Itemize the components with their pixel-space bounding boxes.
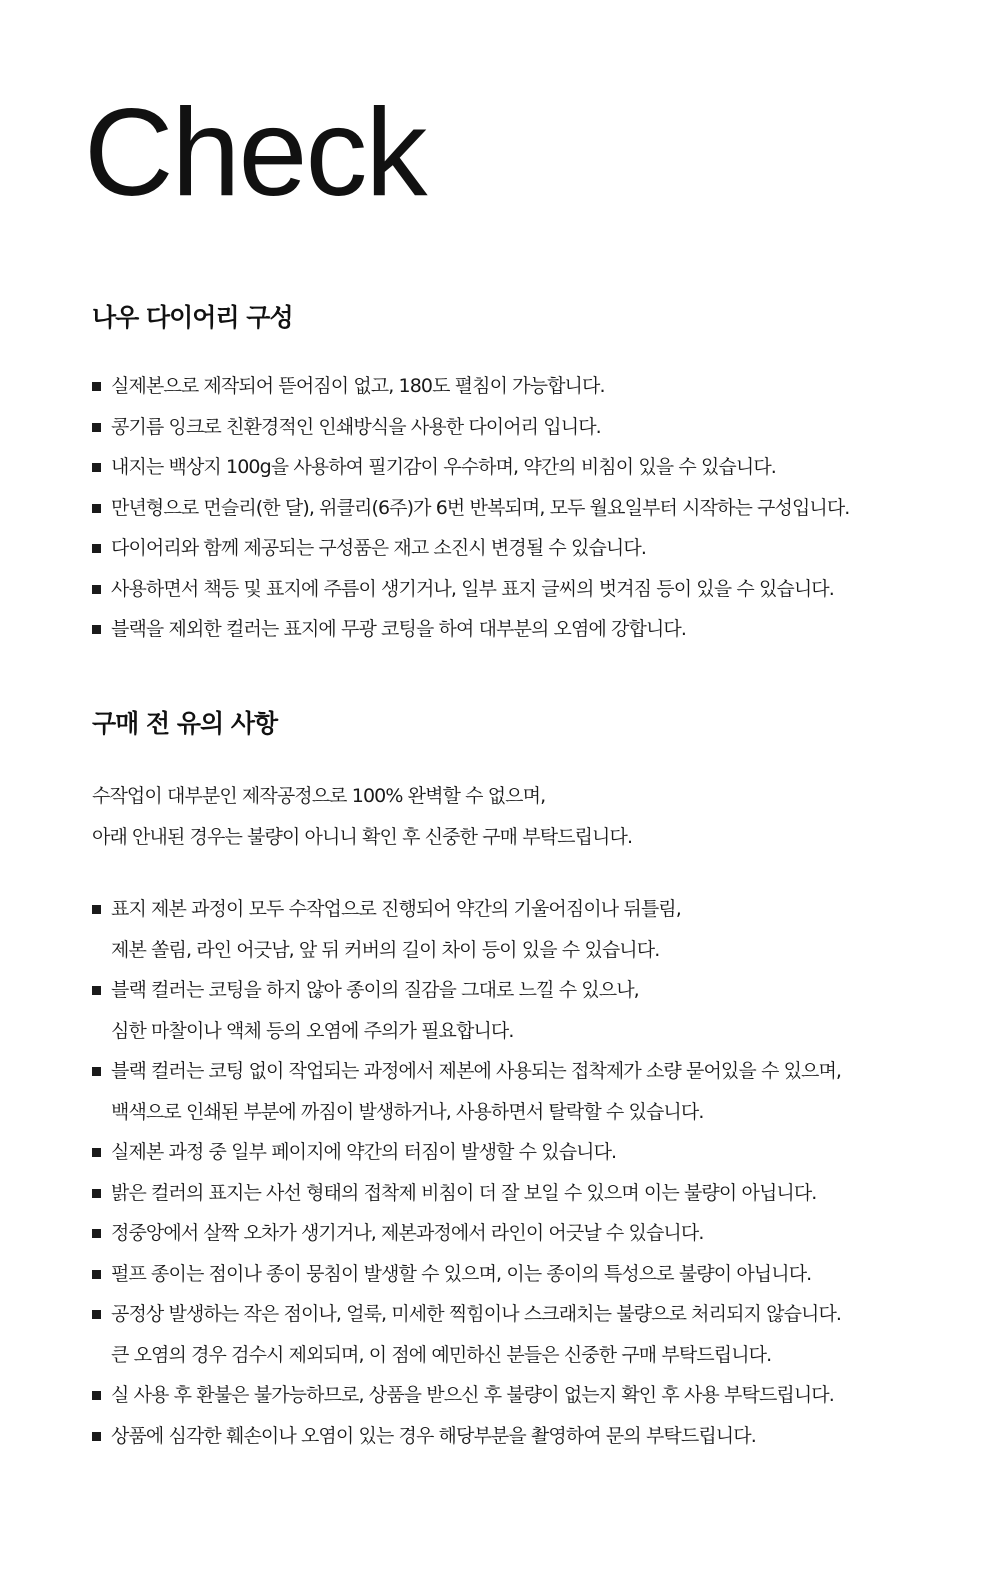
list-item-line: 표지 제본 과정이 모두 수작업으로 진행되어 약간의 기울어짐이나 뒤틀림, [111,898,681,920]
list-item [92,1416,972,1457]
list-item [92,889,972,970]
list-item [92,1213,972,1254]
precautions-intro [92,776,972,857]
list-item: 다이어리와 함께 제공되는 구성품은 재고 소진시 변경될 수 있습니다. [92,528,972,569]
list-item-line: 블랙 컬러는 코팅 없이 작업되는 과정에서 제본에 사용되는 접착제가 소량 묻어있을 수 있으며, [111,1060,842,1082]
list-item-line: 상품에 심각한 훼손이나 오염이 있는 경우 해당부분을 촬영하여 문의 부탁드립니다. [111,1424,756,1447]
list-item-line: 큰 오염의 경우 검수시 제외되며, 이 점에 예민하신 분들은 신중한 구매 부탁드립니다. [111,1343,772,1366]
list-item-line: 정중앙에서 살짝 오차가 생기거나, 제본과정에서 라인이 어긋날 수 있습니다. [111,1222,704,1244]
list-item: 블랙을 제외한 컬러는 표지에 무광 코팅을 하여 대부분의 오염에 강합니다. [92,609,972,650]
page-title: Check [84,84,426,222]
list-item: 콩기름 잉크로 친환경적인 인쇄방식을 사용한 다이어리 입니다. [92,407,972,448]
list-item [92,1132,972,1173]
list-item [92,1051,972,1132]
list-item-line: 공정상 발생하는 작은 점이나, 얼룩, 미세한 찍힘이나 스크래치는 불량으로 처리되지 않습니다. [111,1303,842,1325]
list-item-line: 밝은 컬러의 표지는 사선 형태의 접착제 비침이 더 잘 보일 수 있으며 이는 불량이 아닙니다. [111,1181,817,1204]
precautions-section [92,706,972,1456]
list-item-line: 백색으로 인쇄된 부분에 까짐이 발생하거나, 사용하면서 탈락할 수 있습니다. [111,1100,704,1123]
precautions-list [92,889,972,1456]
list-item [92,1375,972,1416]
list-item-line: 심한 마찰이나 액체 등의 오염에 주의가 필요합니다. [111,1019,514,1042]
list-item-line: 펄프 종이는 점이나 종이 뭉침이 발생할 수 있으며, 이는 종이의 특성으로 불량이 아닙니다. [111,1262,812,1285]
list-item: 만년형으로 먼슬리(한 달), 위클리(6주)가 6번 반복되며, 모두 월요일부터 시작하는 구성입니다. [92,488,972,529]
list-item [92,970,972,1051]
precautions-heading: 구매 전 유의 사항 [92,709,278,738]
composition-heading: 나우 다이어리 구성 [92,303,293,332]
list-item-line: 실제본 과정 중 일부 페이지에 약간의 터짐이 발생할 수 있습니다. [111,1141,617,1163]
intro-line: 수작업이 대부분인 제작공정으로 100% 완벽할 수 없으며, [92,785,546,807]
intro-line: 아래 안내된 경우는 불량이 아니니 확인 후 신중한 구매 부탁드립니다. [92,825,633,848]
composition-section [92,300,972,650]
list-item [92,1173,972,1214]
list-item [92,1254,972,1295]
list-item: 내지는 백상지 100g을 사용하여 필기감이 우수하며, 약간의 비침이 있을 수 있습니다. [92,447,972,488]
list-item: 사용하면서 책등 및 표지에 주름이 생기거나, 일부 표지 글씨의 벗겨짐 등이 있을 수 있습니다. [92,569,972,610]
list-item [92,1294,972,1375]
list-item-line: 블랙 컬러는 코팅을 하지 않아 종이의 질감을 그대로 느낄 수 있으나, [111,979,639,1001]
composition-list [92,366,972,650]
list-item-line: 실 사용 후 환불은 불가능하므로, 상품을 받으신 후 불량이 없는지 확인 후 사용 부탁드립니다. [111,1384,834,1406]
list-item: 실제본으로 제작되어 뜯어짐이 없고, 180도 펼침이 가능합니다. [92,366,972,407]
list-item-line: 제본 쏠림, 라인 어긋남, 앞 뒤 커버의 길이 차이 등이 있을 수 있습니다. [111,938,660,961]
